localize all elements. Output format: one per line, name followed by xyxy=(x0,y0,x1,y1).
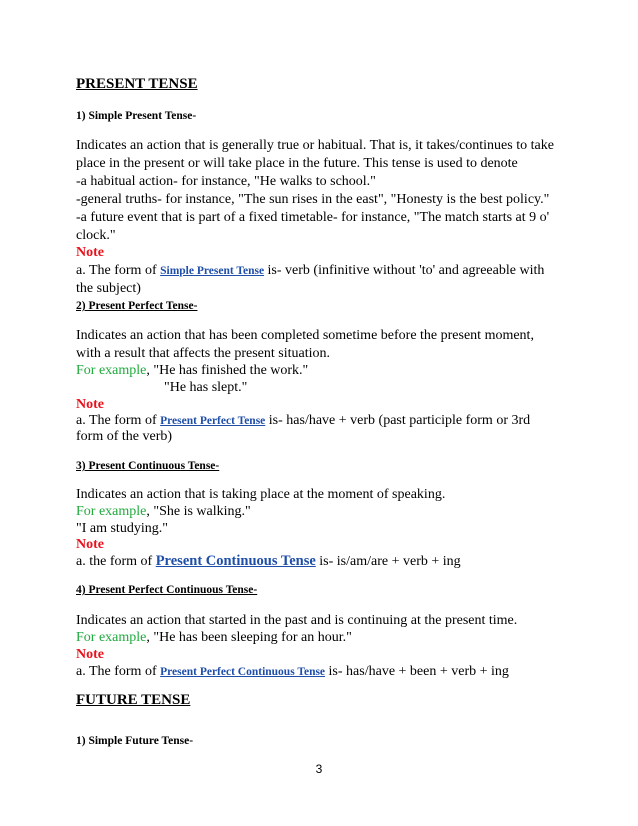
paragraph-line: Indicates an action that is taking place at the moment of speaking. xyxy=(76,487,446,502)
note-suffix: is- is/am/are + verb + ing xyxy=(315,554,461,569)
present-perfect-tense-link[interactable]: Present Perfect Tense xyxy=(160,415,266,427)
example-line xyxy=(76,629,352,647)
note-prefix: a. the form of xyxy=(76,554,156,569)
example-text: , "He has been sleeping for an hour." xyxy=(146,630,352,645)
present-perfect-continuous-tense-link[interactable]: Present Perfect Continuous Tense xyxy=(160,666,326,678)
paragraph-line: clock." xyxy=(76,228,116,243)
present-tense-heading: PRESENT TENSE xyxy=(76,76,198,92)
paragraph-line: with a result that affects the present situation. xyxy=(76,346,331,361)
page-number: 3 xyxy=(315,762,323,776)
example-text: , "She is walking." xyxy=(146,504,251,519)
example-text: , "He has finished the work." xyxy=(146,363,309,378)
note-suffix: is- verb (infinitive without 'to' and agreeable with xyxy=(264,263,545,278)
example-label: For example xyxy=(76,363,147,378)
note-line xyxy=(76,663,509,681)
note-line-continued: the subject) xyxy=(76,281,141,296)
note-label: Note xyxy=(76,537,104,552)
paragraph-line: -a future event that is part of a fixed timetable- for instance, "The match starts at 9 o' xyxy=(76,210,550,225)
note-label: Note xyxy=(76,647,104,662)
paragraph-line: Indicates an action that has been completed sometime before the present moment, xyxy=(76,328,534,343)
present-perfect-heading: 2) Present Perfect Tense- xyxy=(76,300,198,312)
present-perfect-continuous-heading: 4) Present Perfect Continuous Tense- xyxy=(76,584,258,596)
future-tense-heading: FUTURE TENSE xyxy=(76,692,191,708)
note-label: Note xyxy=(76,397,104,412)
note-line-continued: form of the verb) xyxy=(76,429,173,444)
note-line xyxy=(76,262,544,280)
example-line-2: "I am studying." xyxy=(76,521,168,536)
paragraph-line: -a habitual action- for instance, "He walks to school." xyxy=(76,174,376,189)
paragraph-line: -general truths- for instance, "The sun rises in the east", "Honesty is the best policy." xyxy=(76,192,550,207)
example-label: For example xyxy=(76,504,147,519)
example-line xyxy=(76,362,308,380)
note-label: Note xyxy=(76,245,104,260)
paragraph-line: place in the present or will take place in the future. This tense is used to denote xyxy=(76,156,518,171)
example-line xyxy=(76,503,251,521)
example-line-2: "He has slept." xyxy=(164,380,248,395)
paragraph-line: Indicates an action that started in the past and is continuing at the present time. xyxy=(76,613,518,628)
present-continuous-tense-link[interactable]: Present Continuous Tense xyxy=(155,553,316,569)
paragraph-line: Indicates an action that is generally true or habitual. That is, it takes/continues to take xyxy=(76,138,554,153)
example-label: For example xyxy=(76,630,147,645)
simple-future-heading: 1) Simple Future Tense- xyxy=(76,735,194,747)
note-line xyxy=(76,552,461,571)
note-prefix: a. The form of xyxy=(76,413,161,428)
note-suffix: is- has/have + verb (past participle form or 3rd xyxy=(265,413,531,428)
note-prefix: a. The form of xyxy=(76,263,161,278)
simple-present-heading: 1) Simple Present Tense- xyxy=(76,110,197,122)
present-continuous-heading: 3) Present Continuous Tense- xyxy=(76,460,220,472)
note-suffix: is- has/have + been + verb + ing xyxy=(325,664,509,679)
simple-present-tense-link[interactable]: Simple Present Tense xyxy=(160,265,265,277)
note-prefix: a. The form of xyxy=(76,664,161,679)
